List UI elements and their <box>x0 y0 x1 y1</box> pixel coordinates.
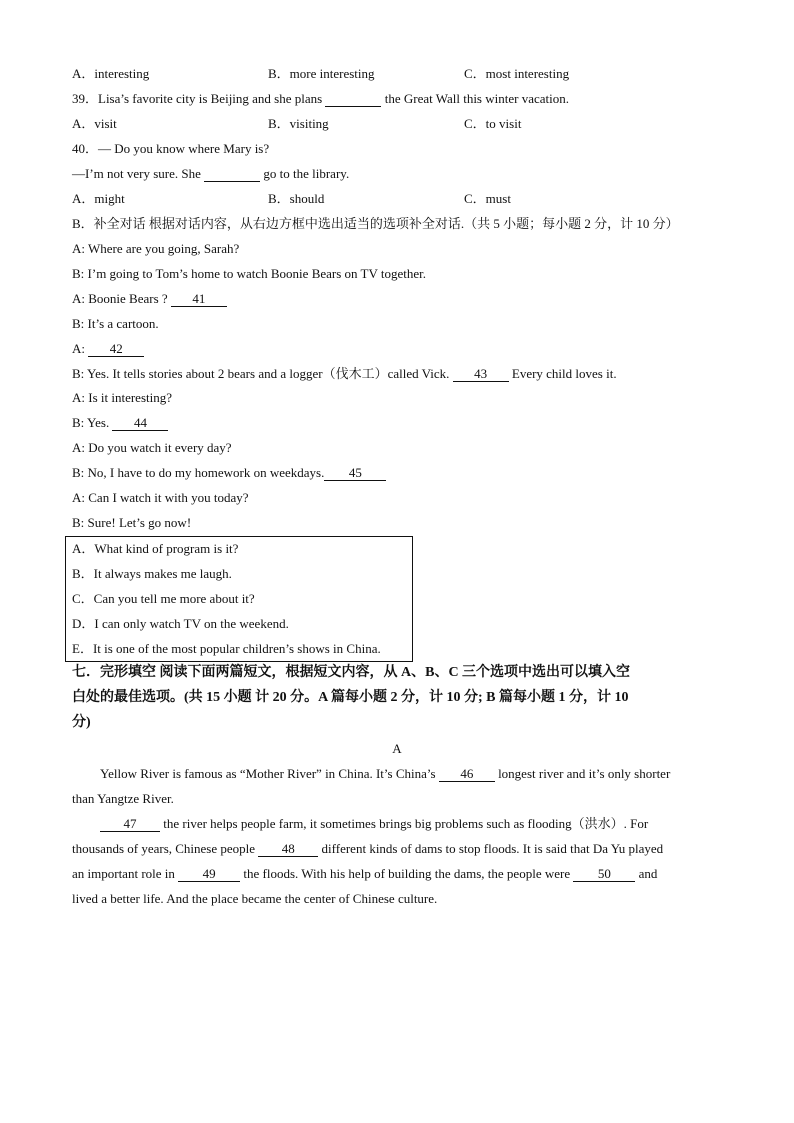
q39-text-pre: 39．Lisa’s favorite city is Beijing and she plans <box>72 91 326 106</box>
passage-line <box>100 766 670 782</box>
dialogue-text: Every child loves it. <box>508 366 617 381</box>
passage-line <box>100 816 648 832</box>
passage-text: and <box>635 866 658 881</box>
box-option-c: C．Can you tell me more about it? <box>72 591 255 606</box>
q39-option-b: B．visiting <box>268 116 329 131</box>
q40-text-pre: —I’m not very sure. She <box>72 166 205 181</box>
box-option-d: D．I can only watch TV on the weekend. <box>72 616 289 631</box>
q40-option-a: A．might <box>72 191 125 206</box>
blank-49: 49 <box>178 867 240 882</box>
passage-text: the floods. With his help of building the dams, the people were <box>240 866 574 881</box>
passage-text: the river helps people farm, it sometimes brings big problems such as flooding（洪水）. For <box>160 816 649 831</box>
dialogue-line: B: It’s a cartoon. <box>72 316 159 331</box>
dialogue-line: B: Sure! Let’s go now! <box>72 515 192 530</box>
blank-44: 44 <box>112 416 168 431</box>
passage-text: Yellow River is famous as “Mother River” in China. It’s China’s <box>100 766 439 781</box>
dialogue-line: A: Where are you going, Sarah? <box>72 241 240 256</box>
box-option-e: E．It is one of the most popular children’s shows in China. <box>72 641 381 656</box>
blank-50: 50 <box>573 867 635 882</box>
dialogue-line <box>72 291 227 307</box>
q39-option-a: A．visit <box>72 116 117 131</box>
question-39 <box>72 91 569 107</box>
q40-option-c: C．must <box>464 191 511 206</box>
question-40: 40．— Do you know where Mary is? <box>72 141 270 156</box>
blank-46: 46 <box>439 767 495 782</box>
passage-line: than Yangtze River. <box>72 791 174 806</box>
q38-option-b: B．more interesting <box>268 66 375 81</box>
passage-text: longest river and it’s only shorter <box>494 766 671 781</box>
dialogue-line: B: I’m going to Tom’s home to watch Boonie Bears on TV together. <box>72 266 427 281</box>
blank-43: 43 <box>453 367 509 382</box>
q39-blank <box>325 92 381 107</box>
box-option-b: B．It always makes me laugh. <box>72 566 232 581</box>
dialogue-line: A: Is it interesting? <box>72 390 173 405</box>
passage-line <box>72 866 657 882</box>
blank-42: 42 <box>88 342 144 357</box>
section-7-heading-end: 分) <box>72 715 91 730</box>
dialogue-text: A: <box>72 341 89 356</box>
passage-line: lived a better life. And the place became the center of Chinese culture. <box>72 891 438 906</box>
dialogue-text: B: Yes. <box>72 415 113 430</box>
q38-option-a: A．interesting <box>72 66 150 81</box>
section-7-heading: 七．完形填空 阅读下面两篇短文，根据短文内容，从 A、B、C 三个选项中选出可以填入空 <box>72 665 631 680</box>
dialogue-line <box>72 341 144 357</box>
q39-text-post: the Great Wall this winter vacation. <box>381 91 569 106</box>
section-b-heading: B．补全对话 根据对话内容，从右边方框中选出适当的选项补全对话.（共 5 小题；每小题 2 分，计 10 分） <box>72 216 679 231</box>
q40-blank <box>204 167 260 182</box>
dialogue-line <box>72 465 386 481</box>
dialogue-text: B: Yes. It tells stories about 2 bears and a logger（伐木工）called Vick. <box>72 366 453 381</box>
dialogue-line <box>72 415 168 431</box>
blank-41: 41 <box>171 292 227 307</box>
passage-line <box>72 841 663 857</box>
dialogue-text: B: No, I have to do my homework on weekdays. <box>72 465 325 480</box>
dialogue-text: A: Boonie Bears ? <box>72 291 171 306</box>
dialogue-line: A: Do you watch it every day? <box>72 440 232 455</box>
passage-a-label: A <box>392 741 402 756</box>
dialogue-line: A: Can I watch it with you today? <box>72 490 249 505</box>
question-40-reply <box>72 166 349 182</box>
q40-text-post: go to the library. <box>260 166 350 181</box>
blank-47: 47 <box>100 817 160 832</box>
passage-text: thousands of years, Chinese people <box>72 841 259 856</box>
q38-option-c: C．most interesting <box>464 66 570 81</box>
passage-text: an important role in <box>72 866 179 881</box>
box-option-a: A．What kind of program is it? <box>72 541 239 556</box>
section-7-heading-cont: 白处的最佳选项。(共 15 小题 计 20 分。A 篇每小题 2 分，计 10 分; B 篇每小题 1 分，计 10 <box>72 690 629 705</box>
q40-option-b: B．should <box>268 191 325 206</box>
dialogue-line <box>72 366 617 382</box>
passage-text: different kinds of dams to stop floods. It is said that Da Yu played <box>318 841 664 856</box>
blank-48: 48 <box>258 842 318 857</box>
q39-option-c: C．to visit <box>464 116 522 131</box>
blank-45: 45 <box>324 466 386 481</box>
